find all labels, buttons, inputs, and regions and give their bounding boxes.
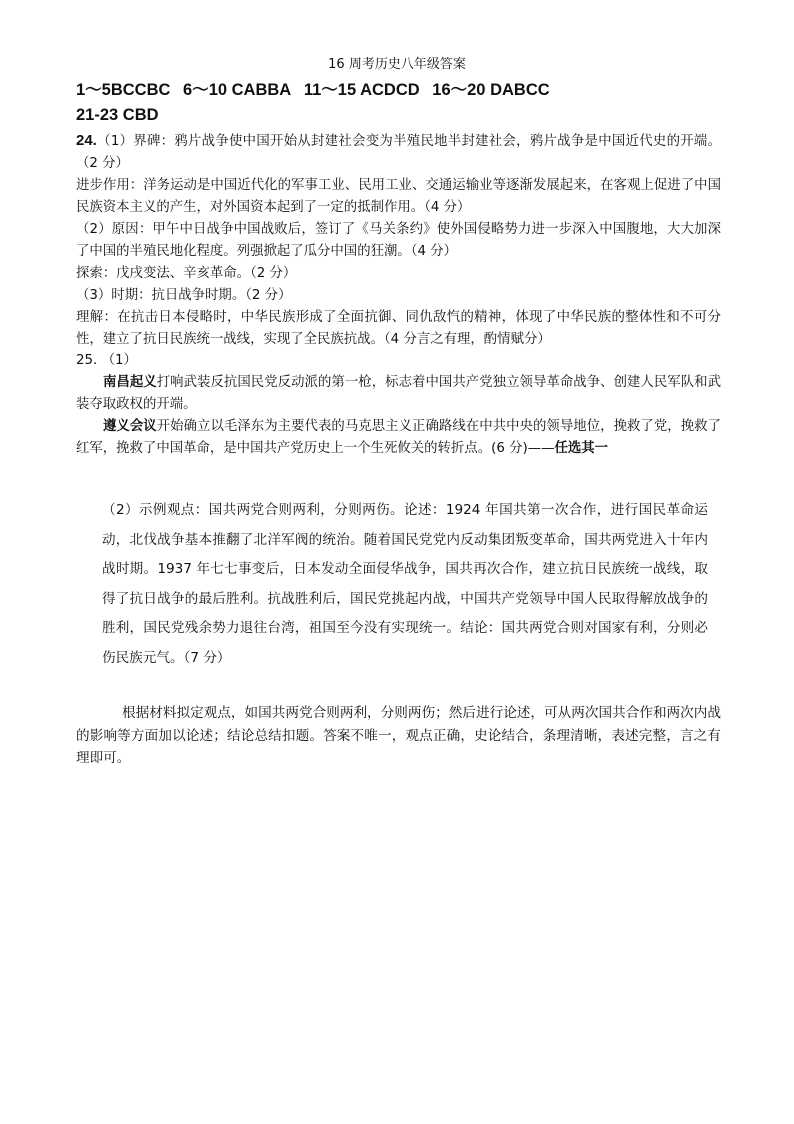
- q24-understanding: 理解：在抗击日本侵略时，中华民族形成了全面抗御、同仇敌忾的精神，体现了中华民族的整体性和不可分性，建立了抗日民族统一战线，实现了全民族抗战。（4 分言之有理，酌情赋分）: [76, 310, 721, 347]
- q25-heading: [76, 350, 721, 372]
- q25-part2-text: （2）示例观点：国共两党合则两利，分则两伤。论述：1924 年国共第一次合作，进行国民革命运动，北伐战争基本推翻了北洋军阀的统治。随着国民党党内反动集团叛变革命，国共两党进入十年内战时期。1937 年七七事变后，日本发动全面侵华战争，国共再次合作，建立抗日民族统一战线，取得了抗日战争的最后胜利。抗战胜利后，国民党挑起内战，中国共产党领导中国人民取得解放战争的胜利，国民党残余势力退往台湾，祖国至今没有实现统一。结论：国共两党合则对国家有利，分则必伤民族元气。（7 分）: [102, 502, 708, 666]
- zunyi-term: 遵义会议: [103, 419, 157, 434]
- q24-part3-period: （3）时期：抗日战争时期。（2 分）: [76, 288, 292, 303]
- choose-one-note: 任选其一: [554, 441, 609, 456]
- zunyi-text: 开始确立以毛泽东为主要代表的马克思主义正确路线在中共中央的领导地位，挽救了党，挽救了红军，挽救了中国革命，是中国共产党历史上一个生死攸关的转折点。(6 分)——: [76, 419, 722, 456]
- q25-zunyi: [76, 416, 721, 460]
- question-25-grading-note: [76, 702, 721, 770]
- q24-number: 24.: [76, 132, 97, 149]
- question-24-answer: [76, 130, 721, 351]
- q24-part1-text: （1）界碑：鸦片战争使中国开始从封建社会变为半殖民地半封建社会，鸦片战争是中国近代史的开端。（2 分）: [76, 134, 721, 171]
- q25-part1-label: （1）: [101, 353, 137, 368]
- answers-11-15: 11～15 ACDCD: [303, 81, 420, 99]
- q24-part1: [76, 130, 721, 175]
- q24-part2-reason: （2）原因：甲午中日战争中国战败后，签订了《马关条约》使外国侵略势力进一步深入中国腹地，大大加深了中国的半殖民地化程度。列强掀起了瓜分中国的狂潮。（4 分）: [76, 222, 721, 259]
- q24-progress-role: 进步作用：洋务运动是中国近代化的军事工业、民用工业、交通运输业等逐渐发展起来，在客观上促进了中国民族资本主义的产生，对外国资本起到了一定的抵制作用。（4 分）: [76, 178, 721, 215]
- nanchang-text: 打响武装反抗国民党反动派的第一枪，标志着中国共产党独立领导革命战争、创建人民军队和武装夺取政权的开端。: [76, 375, 722, 412]
- q25-note-text: 根据材料拟定观点，如国共两党合则两利，分则两伤；然后进行论述，可从两次国共合作和两次内战的影响等方面加以论述；结论总结扣题。答案不唯一，观点正确，史论结合，条理清晰，表述完整，言之有理即可。: [76, 705, 721, 766]
- q24-exploration: 探索：戊戌变法、辛亥革命。（2 分）: [76, 266, 297, 281]
- answers-16-20: 16～20 DABCC: [432, 81, 550, 99]
- choice-answers-line-2: 21-23 CBD: [76, 106, 159, 124]
- question-25-part1: [76, 350, 721, 460]
- answers-6-10: 6～10 CABBA: [183, 81, 292, 99]
- question-25-part2: [102, 496, 708, 673]
- answers-1-5: 1～5BCCBC: [76, 81, 171, 99]
- page-title: 16 周考历史八年级答案: [328, 57, 466, 72]
- q25-number: 25.: [76, 353, 98, 368]
- nanchang-term: 南昌起义: [103, 375, 157, 390]
- choice-answers-line-1: [76, 78, 756, 102]
- q25-nanchang: [76, 372, 721, 416]
